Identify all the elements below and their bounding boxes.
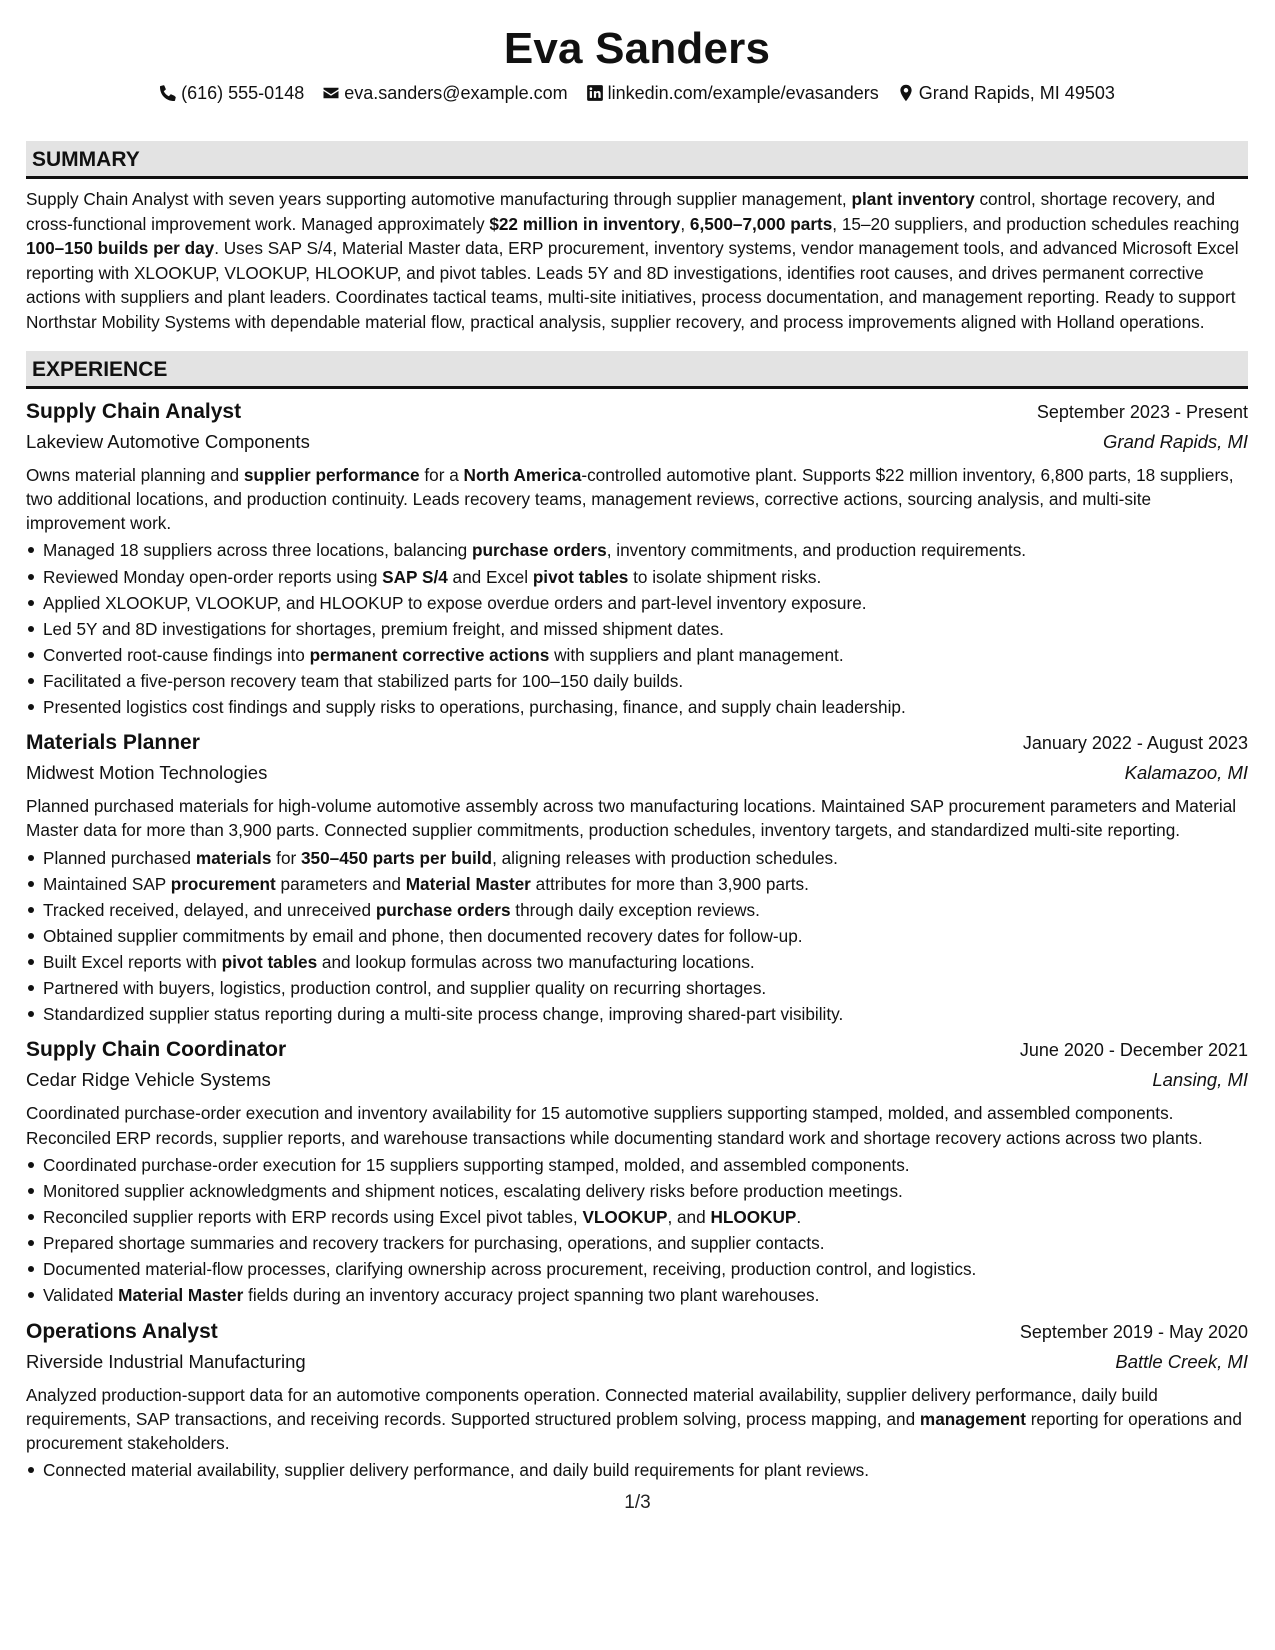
contact-location <box>897 81 1115 105</box>
bullet-item <box>26 949 1248 975</box>
job-company: Riverside Industrial Manufacturing <box>26 1350 306 1372</box>
bold-phrase: 6,500–7,000 parts <box>689 213 833 234</box>
bold-phrase: VLOOKUP <box>582 1207 668 1228</box>
location-text: Grand Rapids, MI 49503 <box>918 83 1115 103</box>
experience-section <box>26 351 1248 1484</box>
bullet-dot-icon <box>28 907 34 913</box>
job-header-row <box>26 1317 1248 1347</box>
bullet-dot-icon <box>28 1467 34 1473</box>
bullet-dot-icon <box>28 1162 34 1168</box>
bold-phrase: materials <box>195 847 272 868</box>
job-header-row <box>26 397 1248 427</box>
linkedin-icon <box>586 84 604 102</box>
bullet-item <box>26 1230 1248 1256</box>
job-dates: September 2019 - May 2020 <box>1019 1321 1248 1342</box>
bullet-dot-icon <box>28 600 34 606</box>
bullet-dot-icon <box>28 678 34 684</box>
bullet-dot-icon <box>28 881 34 887</box>
job-location: Lansing, MI <box>1152 1069 1248 1091</box>
bullet-text: Validated Material Master fields during an inventory accuracy project spanning two plant warehouses. <box>43 1285 820 1306</box>
bold-phrase: plant inventory <box>851 189 975 209</box>
job-company: Midwest Motion Technologies <box>26 762 268 784</box>
bold-phrase: pivot tables <box>221 952 318 973</box>
bullet-text: Reconciled supplier reports with ERP records using Excel pivot tables, VLOOKUP, and HLOOKUP. <box>43 1207 802 1228</box>
job-company-row <box>26 758 1248 788</box>
bullet-dot-icon <box>28 959 34 965</box>
job-dates: January 2022 - August 2023 <box>1022 733 1248 754</box>
summary-section <box>26 141 1248 335</box>
email-icon <box>322 84 340 102</box>
bullet-text: Prepared shortage summaries and recovery trackers for purchasing, operations, and supplier contacts. <box>43 1233 825 1254</box>
bullet-item <box>26 564 1248 590</box>
bullet-text: Partnered with buyers, logistics, production control, and supplier quality on recurring shortages. <box>43 978 767 999</box>
bullet-dot-icon <box>28 1292 34 1298</box>
job-title: Supply Chain Analyst <box>26 399 242 423</box>
bullet-dot-icon <box>28 1214 34 1220</box>
bullet-text: Monitored supplier acknowledgments and shipment notices, escalating delivery risks before production meetings. <box>43 1181 903 1202</box>
section-heading-experience: EXPERIENCE <box>26 351 1248 389</box>
job-location: Grand Rapids, MI <box>1103 430 1248 452</box>
bold-phrase: management <box>919 1408 1026 1429</box>
bullet-text: Planned purchased materials for 350–450 parts per build, aligning releases with production schedules. <box>43 847 838 868</box>
bullet-item <box>26 975 1248 1001</box>
phone-text: (616) 555-0148 <box>181 83 305 103</box>
bullet-text: Standardized supplier status reporting during a multi-site process change, improving shared-part visibility. <box>43 1004 844 1025</box>
bullet-item <box>26 1457 1248 1483</box>
contact-phone <box>159 81 304 105</box>
job-bullets <box>26 537 1248 720</box>
email-text[interactable]: eva.sanders@example.com <box>344 83 568 103</box>
job-entry <box>26 728 1248 1027</box>
summary-text: Supply Chain Analyst with seven years supporting automotive manufacturing through supplier management, plant inventory control, shortage recovery, and cross-functional improvement work. Managed approximately $22 million in inventory, 6,500–7,000 parts, 15–20 suppliers, and production schedules reaching 100–150 builds per day. Uses SAP S/4, Material Master data, ERP procurement, inventory systems, vendor management tools, and advanced Microsoft Excel reporting with XLOOKUP, VLOOKUP, HLOOKUP, and pivot tables. Leads 5Y and 8D investigations, identifies root causes, and drives permanent corrective actions with suppliers and plant leaders. Coordinates tactical teams, multi-site initiatives, process documentation, and management reporting. Ready to support Northstar Mobility Systems with dependable material flow, practical analysis, supplier recovery, and process improvements aligned with Holland operations. <box>26 189 1240 332</box>
bullet-dot-icon <box>28 1188 34 1194</box>
bullet-text: Applied XLOOKUP, VLOOKUP, and HLOOKUP to expose overdue orders and part-level inventory exposure. <box>43 592 867 613</box>
bold-phrase: purchase orders <box>375 899 511 920</box>
bullet-item <box>26 845 1248 871</box>
job-description: Analyzed production-support data for an automotive components operation. Connected material availability, supplier delivery performance, daily build requirements, SAP transactions, and receiving records. Supported structured problem solving, process mapping, and management reporting for operations and procurement stakeholders. <box>26 1384 1242 1454</box>
bullet-text: Built Excel reports with pivot tables and lookup formulas across two manufacturing locations. <box>43 952 755 973</box>
bold-phrase: purchase orders <box>472 540 607 561</box>
bold-phrase: HLOOKUP <box>710 1207 797 1228</box>
bold-phrase: Material Master <box>118 1285 244 1306</box>
bullet-dot-icon <box>28 933 34 939</box>
job-entry <box>26 397 1248 721</box>
job-header-row <box>26 1035 1248 1065</box>
job-description: Coordinated purchase-order execution and inventory availability for 15 automotive suppliers supporting stamped, molded, and assembled components. Reconciled ERP records, supplier reports, and warehouse transactions while documenting standard work and shortage recovery actions across two plants. <box>26 1103 1203 1148</box>
bold-phrase: $22 million in inventory <box>489 213 681 234</box>
bold-phrase: 350–450 parts per build <box>301 847 493 868</box>
bullet-item <box>26 897 1248 923</box>
job-description: Planned purchased materials for high-volume automotive assembly across two manufacturing locations. Maintained SAP procurement parameters and Material Master data for more than 3,900 parts. Connected supplier commitments, production schedules, inventory targets, and standardized multi-site reporting. <box>26 796 1237 841</box>
job-title: Materials Planner <box>26 731 200 755</box>
bullet-item <box>26 871 1248 897</box>
job-title: Supply Chain Coordinator <box>26 1038 287 1062</box>
bullet-item <box>26 668 1248 694</box>
bullet-dot-icon <box>28 855 34 861</box>
job-company-row <box>26 427 1248 457</box>
bullet-text: Coordinated purchase-order execution for 15 suppliers supporting stamped, molded, and assembled components. <box>43 1154 910 1175</box>
bullet-text: Reviewed Monday open-order reports using SAP S/4 and Excel pivot tables to isolate shipment risks. <box>43 566 822 587</box>
bullet-dot-icon <box>28 574 34 580</box>
bullet-item <box>26 616 1248 642</box>
bullet-item <box>26 590 1248 616</box>
contact-email[interactable] <box>322 81 567 105</box>
bullet-dot-icon <box>28 1266 34 1272</box>
job-entry <box>26 1317 1248 1484</box>
bullet-text: Connected material availability, supplier delivery performance, and daily build requirements for plant reviews. <box>43 1460 870 1481</box>
job-bullets <box>26 845 1248 1028</box>
bullet-item <box>26 1204 1248 1230</box>
bold-phrase: supplier performance <box>243 464 420 485</box>
bullet-text: Converted root-cause findings into permanent corrective actions with suppliers and plant management. <box>43 644 844 665</box>
bullet-text: Documented material-flow processes, clarifying ownership across procurement, receiving, production control, and logistics. <box>43 1259 977 1280</box>
job-description: Owns material planning and supplier performance for a North America-controlled automotive plant. Supports $22 million inventory, 6,800 parts, 18 suppliers, two additional locations, and production continuity. Leads recovery teams, management reviews, corrective actions, sourcing analysis, and multi-site improvement work. <box>26 464 1234 534</box>
bullet-item <box>26 642 1248 668</box>
bullet-text: Managed 18 suppliers across three locations, balancing purchase orders, inventory commitments, and production requirements. <box>43 540 1027 561</box>
bullet-dot-icon <box>28 704 34 710</box>
bullet-dot-icon <box>28 626 34 632</box>
location-pin-icon <box>897 84 915 102</box>
bullet-text: Presented logistics cost findings and supply risks to operations, purchasing, finance, and supply chain leadership. <box>43 697 906 718</box>
bullet-item <box>26 1152 1248 1178</box>
job-company: Lakeview Automotive Components <box>26 430 310 452</box>
job-entry <box>26 1035 1248 1308</box>
bold-phrase: permanent corrective actions <box>309 644 550 665</box>
section-heading-summary: SUMMARY <box>26 141 1248 179</box>
bold-phrase: procurement <box>170 873 276 894</box>
bullet-item <box>26 1178 1248 1204</box>
bullet-text: Tracked received, delayed, and unreceived purchase orders through daily exception reviews. <box>43 899 760 920</box>
bullet-dot-icon <box>28 652 34 658</box>
bullet-dot-icon <box>28 985 34 991</box>
bold-phrase: pivot tables <box>532 566 629 587</box>
bullet-item <box>26 1282 1248 1308</box>
job-bullets <box>26 1152 1248 1309</box>
job-location: Battle Creek, MI <box>1115 1350 1248 1372</box>
candidate-name: Eva Sanders <box>503 24 771 73</box>
bold-phrase: 100–150 builds per day <box>26 238 215 259</box>
bold-phrase: North America <box>463 464 582 485</box>
bullet-item <box>26 923 1248 949</box>
bullet-dot-icon <box>28 1011 34 1017</box>
job-dates: September 2023 - Present <box>1036 401 1248 422</box>
bullet-text: Facilitated a five-person recovery team that stabilized parts for 100–150 daily builds. <box>43 670 684 691</box>
job-location: Kalamazoo, MI <box>1124 762 1248 784</box>
bullet-dot-icon <box>28 1240 34 1246</box>
job-company-row <box>26 1347 1248 1377</box>
phone-icon <box>159 84 177 102</box>
bullet-text: Maintained SAP procurement parameters and Material Master attributes for more than 3,900 parts. <box>43 873 809 894</box>
bullet-dot-icon <box>28 547 34 553</box>
bold-phrase: Material Master <box>405 873 531 894</box>
bullet-item <box>26 537 1248 563</box>
bullet-text: Obtained supplier commitments by email and phone, then documented recovery dates for follow-up. <box>43 925 803 946</box>
job-dates: June 2020 - December 2021 <box>1019 1040 1248 1061</box>
linkedin-text[interactable]: linkedin.com/example/evasanders <box>607 83 879 103</box>
job-list <box>26 397 1248 1484</box>
contact-bar <box>26 81 1248 105</box>
job-company-row <box>26 1065 1248 1095</box>
resume-page <box>26 0 1248 1484</box>
bold-phrase: SAP S/4 <box>382 566 448 587</box>
job-company: Cedar Ridge Vehicle Systems <box>26 1069 271 1091</box>
contact-linkedin[interactable] <box>586 81 879 105</box>
bullet-item <box>26 1256 1248 1282</box>
bullet-item <box>26 1001 1248 1027</box>
page-number: 1/3 <box>624 1492 651 1513</box>
job-bullets <box>26 1457 1248 1483</box>
bullet-item <box>26 694 1248 720</box>
bullet-text: Led 5Y and 8D investigations for shortages, premium freight, and missed shipment dates. <box>43 618 724 639</box>
job-title: Operations Analyst <box>26 1319 218 1343</box>
job-header-row <box>26 728 1248 758</box>
